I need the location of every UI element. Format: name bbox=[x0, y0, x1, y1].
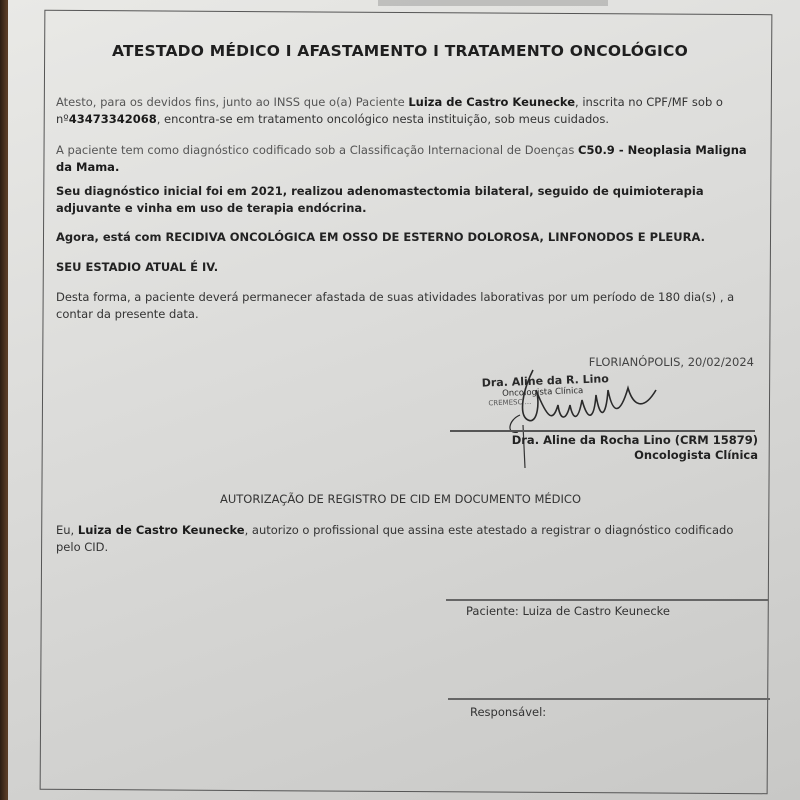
text: , autorizo o profissional que assina este atestado a registrar o diagnóstico codificado pelo CID. bbox=[56, 523, 734, 554]
text: , encontra-se em tratamento oncológico nesta instituição, sob meus cuidados. bbox=[156, 112, 609, 126]
patient-signature-line bbox=[446, 599, 768, 601]
document-title: ATESTADO MÉDICO I AFASTAMENTO I TRATAMENTO ONCOLÓGICO bbox=[112, 42, 688, 60]
text: , inscrita no CPF/MF sob o nº bbox=[56, 95, 723, 126]
authorization-text bbox=[56, 522, 760, 556]
responsible-label: Responsável: bbox=[470, 705, 547, 719]
stamp-registration: CREMESC ... bbox=[488, 397, 532, 408]
faint-header-text bbox=[378, 0, 608, 6]
authorization-title: AUTORIZAÇÃO DE REGISTRO DE CID EM DOCUMENTO MÉDICO bbox=[220, 492, 581, 506]
paragraph-stage: SEU ESTADIO ATUAL É IV. bbox=[56, 260, 219, 274]
paragraph-attestation bbox=[56, 94, 760, 128]
stamp-name: Dra. Aline da R. Lino bbox=[481, 372, 610, 390]
cpf-number: 43473342068 bbox=[68, 112, 157, 126]
text: A paciente tem como diagnóstico codificado sob a Classificação Internacional de Doenças bbox=[56, 143, 578, 157]
stamp-role: Oncologista Clínica bbox=[501, 386, 584, 399]
patient-name: Luiza de Castro Keunecke bbox=[408, 95, 576, 109]
patient-signature-label: Paciente: Luiza de Castro Keunecke bbox=[466, 604, 671, 618]
text: Atesto, para os devidos fins, junto ao INSS que o(a) Paciente bbox=[56, 95, 409, 109]
paragraph-diagnosis bbox=[56, 142, 760, 176]
doctor-signature-line bbox=[450, 430, 755, 432]
patient-name: Luiza de Castro Keunecke bbox=[77, 523, 245, 537]
doctor-info bbox=[480, 433, 758, 463]
diagnosis-code: C50.9 - Neoplasia Maligna da Mama. bbox=[56, 143, 747, 174]
paragraph-history: Seu diagnóstico inicial foi em 2021, realizou adenomastectomia bilateral, seguido de quimioterapia adjuvante e vinha em uso de terapia endócrina. bbox=[56, 184, 704, 215]
paragraph-recurrence: Agora, está com RECIDIVA ONCOLÓGICA EM OSSO DE ESTERNO DOLOROSA, LINFONODOS E PLEURA. bbox=[56, 230, 705, 244]
doctor-role: Oncologista Clínica bbox=[634, 448, 758, 462]
responsible-signature-line bbox=[448, 698, 770, 700]
text: Eu, bbox=[56, 523, 78, 537]
doctor-name: Dra. Aline da Rocha Lino (CRM 15879) bbox=[511, 433, 758, 447]
place-and-date: FLORIANÓPOLIS, 20/02/2024 bbox=[588, 355, 754, 369]
paragraph-leave-period: Desta forma, a paciente deverá permanecer afastada de suas atividades laborativas por um período de 180 dia(s) , a contar da presente data. bbox=[56, 290, 735, 321]
